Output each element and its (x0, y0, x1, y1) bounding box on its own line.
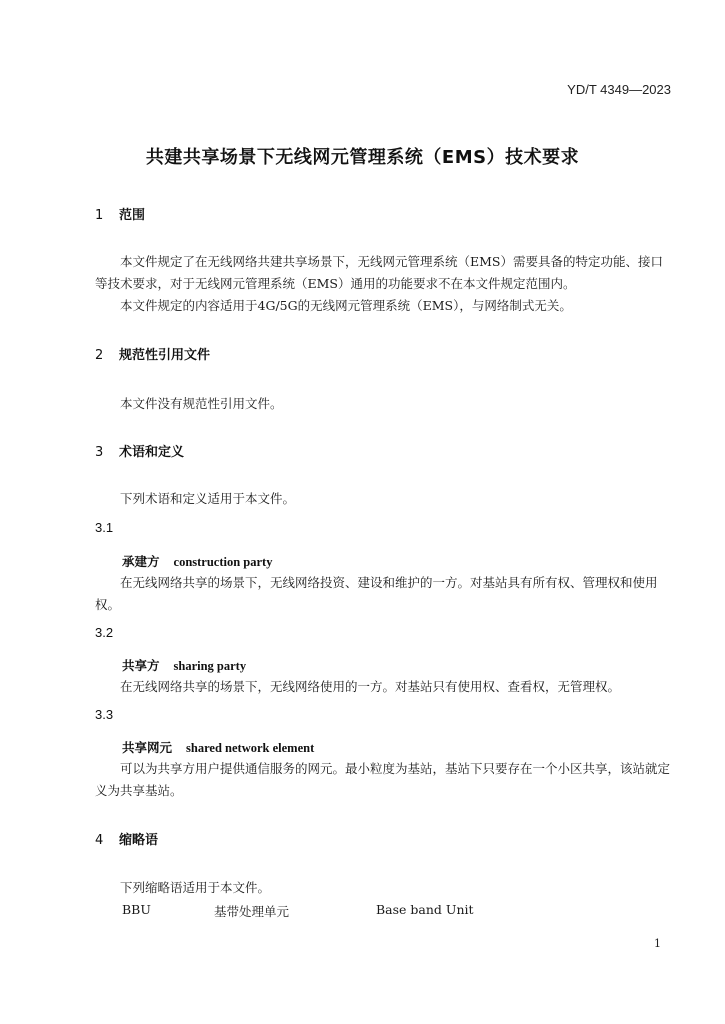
section-number: 2 (95, 348, 104, 363)
abbreviation-code: BBU (122, 902, 151, 917)
term-number: 3.2 (95, 625, 114, 640)
paragraph: 下列缩略语适用于本文件。 (120, 880, 271, 895)
abbreviation-en: Base band Unit (376, 902, 474, 917)
term-heading (122, 738, 314, 756)
paragraph: 本文件没有规范性引用文件。 (120, 396, 283, 411)
term-en: sharing party (173, 659, 247, 673)
section-number: 1 (95, 208, 104, 223)
abbreviation-cn: 基带处理单元 (214, 904, 290, 919)
term-heading (122, 552, 272, 570)
paragraph: 本文件规定的内容适用于4G/5G的无线网元管理系统（EMS），与网络制式无关。 (120, 298, 572, 313)
term-heading (122, 656, 246, 674)
term-en: shared network element (186, 741, 315, 755)
term-en: construction party (173, 555, 273, 569)
section-title: 规范性引用文件 (119, 348, 211, 363)
section-heading-abbreviations (95, 829, 158, 848)
page-number: 1 (654, 937, 661, 950)
term-definition: 在无线网络共享的场景下，无线网络使用的一方。对基站只有使用权、查看权，无管理权。 (120, 679, 621, 694)
term-number: 3.3 (95, 707, 114, 722)
document-title: 共建共享场景下无线网元管理系统（EMS）技术要求 (145, 147, 580, 168)
section-heading-normative-references (95, 344, 210, 363)
term-definition: 可以为共享方用户提供通信服务的网元。最小粒度为基站，基站下只要存在一个小区共享，该站就定义为共享基站。 (95, 761, 671, 798)
term-number: 3.1 (95, 520, 114, 535)
term-cn: 共享方 (122, 658, 160, 673)
section-title: 范围 (119, 208, 146, 223)
section-number: 4 (95, 833, 104, 848)
term-cn: 共享网元 (122, 740, 173, 755)
standard-code: YD/T 4349—2023 (567, 82, 671, 97)
section-heading-terms (95, 441, 184, 460)
paragraph: 本文件规定了在无线网络共建共享场景下，无线网元管理系统（EMS）需要具备的特定功能、接口等技术要求，对于无线网元管理系统（EMS）通用的功能要求不在本文件规定范围内。 (95, 254, 663, 291)
term-definition: 在无线网络共享的场景下，无线网络投资、建设和维护的一方。对基站具有所有权、管理权和使用权。 (95, 575, 658, 612)
section-number: 3 (95, 445, 104, 460)
section-heading-scope (95, 204, 145, 223)
paragraph: 下列术语和定义适用于本文件。 (120, 491, 296, 506)
term-cn: 承建方 (122, 554, 160, 569)
section-title: 缩略语 (119, 833, 159, 848)
section-title: 术语和定义 (119, 445, 185, 460)
